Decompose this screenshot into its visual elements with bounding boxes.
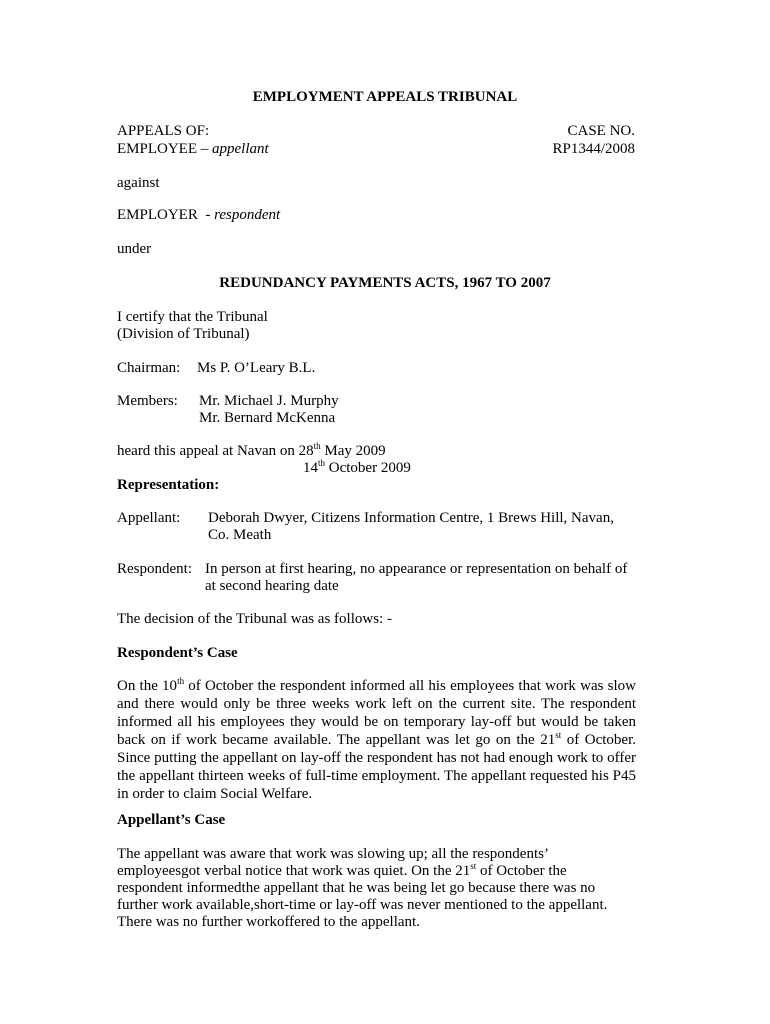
case-no-label: CASE NO. — [567, 123, 635, 139]
hearing-line-1 — [117, 442, 386, 460]
hearing-date-1-rest: May 2009 — [320, 443, 386, 459]
appellant-label: Appellant: — [117, 510, 181, 526]
employer-name: EMPLOYER — [117, 207, 198, 223]
employer-line — [117, 206, 280, 224]
respondents-case-text-b: of October the respondent informed all his employees that work was slow and there would only be three weeks work left on the current site. The respondent informed all his employees they would be on temporary lay-off but would be taken back on if work became available. The appellant was let go on the 21 — [117, 678, 636, 748]
representation-heading: Representation: — [117, 477, 220, 493]
chairman-label: Chairman: — [117, 360, 181, 376]
case-no-value: RP1344/2008 — [552, 141, 635, 157]
employer-role: respondent — [214, 207, 281, 223]
appellants-case-line-5: There was no further workoffered to the appellant. — [117, 914, 420, 930]
hearing-date-1-suffix: th — [313, 441, 321, 451]
respondent-label: Respondent: — [117, 561, 192, 577]
certify-line-1: I certify that the Tribunal — [117, 309, 268, 325]
hearing-date-2-suffix: th — [318, 458, 326, 468]
employer-dash: - — [197, 207, 215, 223]
appellants-case-line-2a: employeesgot verbal notice that work was quiet. On the 21 — [117, 863, 471, 879]
appellant-rep-line-2: Co. Meath — [208, 527, 272, 543]
appellants-case-line-3: respondent informedthe appellant that he was being let go because there was no — [117, 880, 596, 896]
against-text: against — [117, 175, 160, 191]
respondent-rep-line-1: In person at first hearing, no appearance or representation on behalf of — [205, 561, 628, 577]
employee-name: EMPLOYEE — [117, 141, 197, 157]
hearing-date-1-day: 28 — [298, 443, 314, 459]
member-2: Mr. Bernard McKenna — [199, 410, 336, 426]
respondents-case-text-c: of October. Since putting the appellant on lay-off the respondent has not had enough work to offer the appellant thirteen weeks of full-time employment. The appellant requested his P45 in order to claim Social Welfare. — [117, 732, 636, 802]
members-label: Members: — [117, 393, 178, 409]
hearing-date-2-rest: October 2009 — [325, 460, 411, 476]
appellant-rep-line-1: Deborah Dwyer, Citizens Information Centre, 1 Brews Hill, Navan, — [208, 510, 614, 526]
hearing-line-2 — [303, 459, 411, 477]
appellants-case-heading: Appellant’s Case — [117, 812, 226, 828]
employee-role: appellant — [212, 141, 269, 157]
appellants-case-line-4: further work available,short-time or lay-off was never mentioned to the appellant. — [117, 897, 608, 913]
member-1: Mr. Michael J. Murphy — [199, 393, 339, 409]
respondent-rep-line-2: at second hearing date — [205, 578, 339, 594]
hearing-prefix: heard this appeal at Navan on — [117, 443, 299, 459]
respondents-case-text-a: On the 10 — [117, 678, 178, 694]
chairman-name: Ms P. O’Leary B.L. — [197, 360, 316, 376]
employee-dash: – — [197, 141, 212, 157]
respondents-case-heading: Respondent’s Case — [117, 645, 238, 661]
document-title: EMPLOYMENT APPEALS TRIBUNAL — [252, 89, 518, 105]
certify-line-2: (Division of Tribunal) — [117, 326, 250, 342]
appeals-of-label: APPEALS OF: — [117, 123, 210, 139]
respondents-case-paragraph — [117, 677, 636, 803]
employee-line — [117, 140, 269, 158]
appellants-case-line-1: The appellant was aware that work was slowing up; all the respondents’ — [117, 846, 549, 862]
act-title: REDUNDANCY PAYMENTS ACTS, 1967 TO 2007 — [219, 275, 551, 291]
respondents-case-sup-1: th — [177, 676, 185, 686]
appellants-case-line-2b: of October the — [476, 863, 567, 879]
under-text: under — [117, 241, 152, 257]
respondents-case-sup-2: st — [555, 730, 562, 740]
hearing-date-2-day: 14 — [303, 460, 318, 476]
appellants-case-line-2-sup: st — [470, 861, 477, 871]
decision-intro: The decision of the Tribunal was as follows: - — [117, 611, 392, 627]
appellants-case-line-2 — [117, 862, 567, 880]
